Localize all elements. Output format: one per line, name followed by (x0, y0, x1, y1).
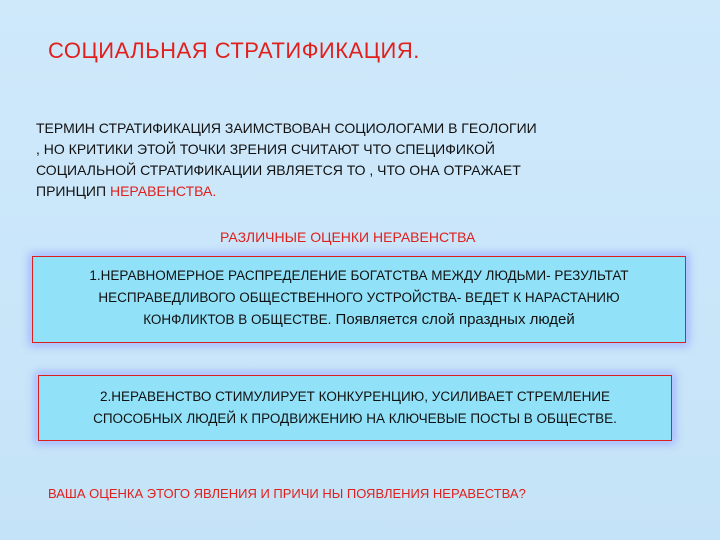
box1-line-2: НЕСПРАВЕДЛИВОГО ОБЩЕСТВЕННОГО УСТРОЙСТВА- ВЕДЕТ К НАРАСТАНИЮ (98, 290, 620, 305)
section-subtitle: РАЗЛИЧНЫЕ ОЦЕНКИ НЕРАВЕНСТВА (220, 229, 476, 245)
box2-line-2: СПОСОБНЫХ ЛЮДЕЙ К ПРОДВИЖЕНИЮ НА КЛЮЧЕВЫЕ ПОСТЫ В ОБЩЕСТВЕ. (93, 411, 617, 426)
intro-accent-word: НЕРАВЕНСТВА. (109, 183, 217, 199)
assessment-box-2 (38, 375, 672, 441)
box1-line-3 (43, 309, 675, 331)
closing-question: ВАША ОЦЕНКА ЭТОГО ЯВЛЕНИЯ И ПРИЧИ НЫ ПОЯВЛЕНИЯ НЕРАВЕСТВА? (48, 486, 526, 501)
box1-line-3-tail: Появляется слой праздных людей (331, 311, 575, 328)
intro-paragraph (36, 118, 696, 202)
box2-line-1: 2.НЕРАВЕНСТВО СТИМУЛИРУЕТ КОНКУРЕНЦИЮ, УСИЛИВАЕТ СТРЕМЛЕНИЕ (99, 389, 611, 404)
intro-text: ТЕРМИН СТРАТИФИКАЦИЯ ЗАИМСТВОВАН СОЦИОЛОГАМИ В ГЕОЛОГИИ , НО КРИТИКИ ЭТОЙ ТОЧКИ ЗРЕНИЯ СЧИТАЮТ ЧТО СПЕЦИФИКОЙ СОЦИАЛЬНОЙ СТРАТИФИКАЦИИ ЯВЛЯЕТСЯ ТО , ЧТО ОНА ОТРАЖАЕТ ПРИНЦИП (36, 120, 537, 199)
assessment-box-1 (32, 256, 686, 343)
box1-line-3-caps: КОНФЛИКТОВ В ОБЩЕСТВЕ. (143, 312, 332, 327)
slide-title: СОЦИАЛЬНАЯ СТРАТИФИКАЦИЯ. (48, 38, 420, 63)
box1-line-1: 1.НЕРАВНОМЕРНОЕ РАСПРЕДЕЛЕНИЕ БОГАТСТВА МЕЖДУ ЛЮДЬМИ- РЕЗУЛЬТАТ (89, 268, 629, 283)
